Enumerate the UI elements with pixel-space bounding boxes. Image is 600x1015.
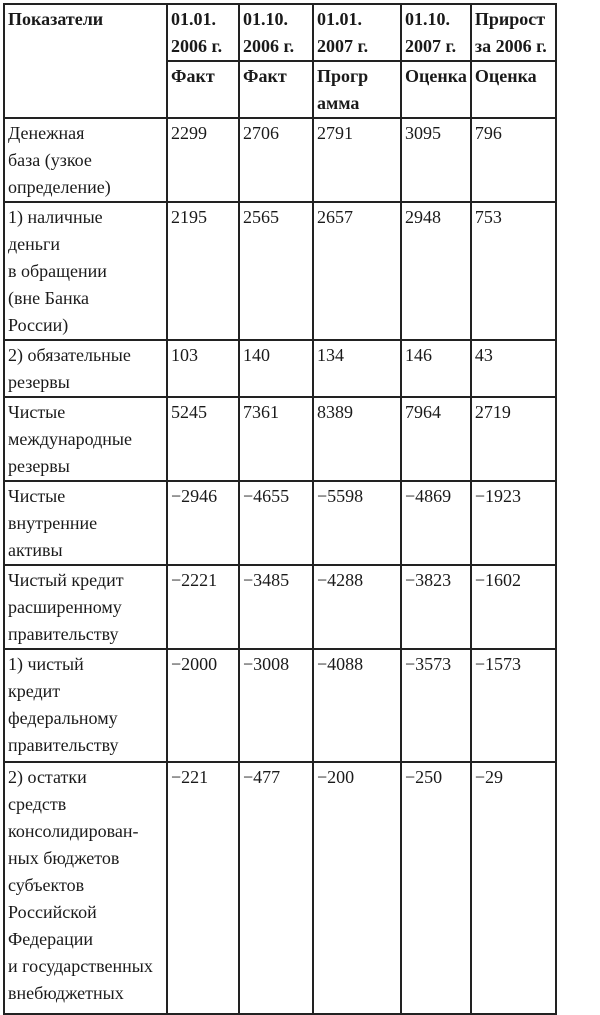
value-cell: −4655 xyxy=(239,481,313,565)
header-cell-type: Факт xyxy=(239,61,313,118)
header-type-text: Программа xyxy=(317,66,369,113)
value-cell: −3485 xyxy=(239,565,313,649)
value-cell: −1573 xyxy=(471,649,556,762)
value-cell: −2221 xyxy=(167,565,239,649)
table-row xyxy=(4,202,556,340)
value-cell: 134 xyxy=(313,340,401,397)
value-cell: −3823 xyxy=(401,565,471,649)
table-row xyxy=(4,649,556,762)
value-cell: 2657 xyxy=(313,202,401,340)
row-label: Чистые международные резервы xyxy=(4,397,167,481)
table-row xyxy=(4,565,556,649)
value-cell: 2948 xyxy=(401,202,471,340)
header-cell-date: 01.01. 2006 г. xyxy=(167,4,239,61)
value-cell: −5598 xyxy=(313,481,401,565)
value-cell: 43 xyxy=(471,340,556,397)
value-cell: −4288 xyxy=(313,565,401,649)
table-row xyxy=(4,118,556,202)
value-cell: 2706 xyxy=(239,118,313,202)
value-cell: 5245 xyxy=(167,397,239,481)
value-cell: 753 xyxy=(471,202,556,340)
row-label: Денежная база (узкое определение) xyxy=(4,118,167,202)
value-cell: −29 xyxy=(471,762,556,1014)
value-cell: 2719 xyxy=(471,397,556,481)
value-cell: 2299 xyxy=(167,118,239,202)
value-cell: −2000 xyxy=(167,649,239,762)
value-cell: −1602 xyxy=(471,565,556,649)
header-cell-type xyxy=(313,61,401,118)
value-cell: 796 xyxy=(471,118,556,202)
value-cell: 3095 xyxy=(401,118,471,202)
value-cell: 2565 xyxy=(239,202,313,340)
row-label: Чистый кредит расширенному правительству xyxy=(4,565,167,649)
row-label: 2) обязательные резервы xyxy=(4,340,167,397)
header-cell-type: Оценка xyxy=(401,61,471,118)
value-cell: 2195 xyxy=(167,202,239,340)
header-cell-date: 01.10. 2006 г. xyxy=(239,4,313,61)
value-cell: −200 xyxy=(313,762,401,1014)
header-cell-indicators: Показатели xyxy=(4,4,167,118)
data-table xyxy=(3,3,557,1015)
header-cell-growth: Прирост за 2006 г. xyxy=(471,4,556,61)
value-cell: 7964 xyxy=(401,397,471,481)
value-cell: 7361 xyxy=(239,397,313,481)
value-cell: −2946 xyxy=(167,481,239,565)
table-row xyxy=(4,481,556,565)
header-cell-type: Факт xyxy=(167,61,239,118)
table-row xyxy=(4,762,556,1014)
value-cell: −477 xyxy=(239,762,313,1014)
row-label: Чистые внутренние активы xyxy=(4,481,167,565)
value-cell: −3008 xyxy=(239,649,313,762)
value-cell: −1923 xyxy=(471,481,556,565)
value-cell: 103 xyxy=(167,340,239,397)
header-cell-date: 01.10. 2007 г. xyxy=(401,4,471,61)
value-cell: −250 xyxy=(401,762,471,1014)
table-row xyxy=(4,340,556,397)
value-cell: 146 xyxy=(401,340,471,397)
row-label: 1) чистый кредит федеральному правительству xyxy=(4,649,167,762)
header-row xyxy=(4,4,556,61)
value-cell: −4869 xyxy=(401,481,471,565)
value-cell: 2791 xyxy=(313,118,401,202)
table-row xyxy=(4,397,556,481)
header-cell-date: 01.01. 2007 г. xyxy=(313,4,401,61)
value-cell: −221 xyxy=(167,762,239,1014)
header-cell-type: Оценка xyxy=(471,61,556,118)
row-label: 2) остатки средств консолидирован- ных бюджетов субъектов Российской Федерации и государственных внебюджетных xyxy=(4,762,167,1014)
value-cell: 8389 xyxy=(313,397,401,481)
value-cell: −3573 xyxy=(401,649,471,762)
value-cell: −4088 xyxy=(313,649,401,762)
value-cell: 140 xyxy=(239,340,313,397)
row-label: 1) наличные деньги в обращении (вне Банка России) xyxy=(4,202,167,340)
